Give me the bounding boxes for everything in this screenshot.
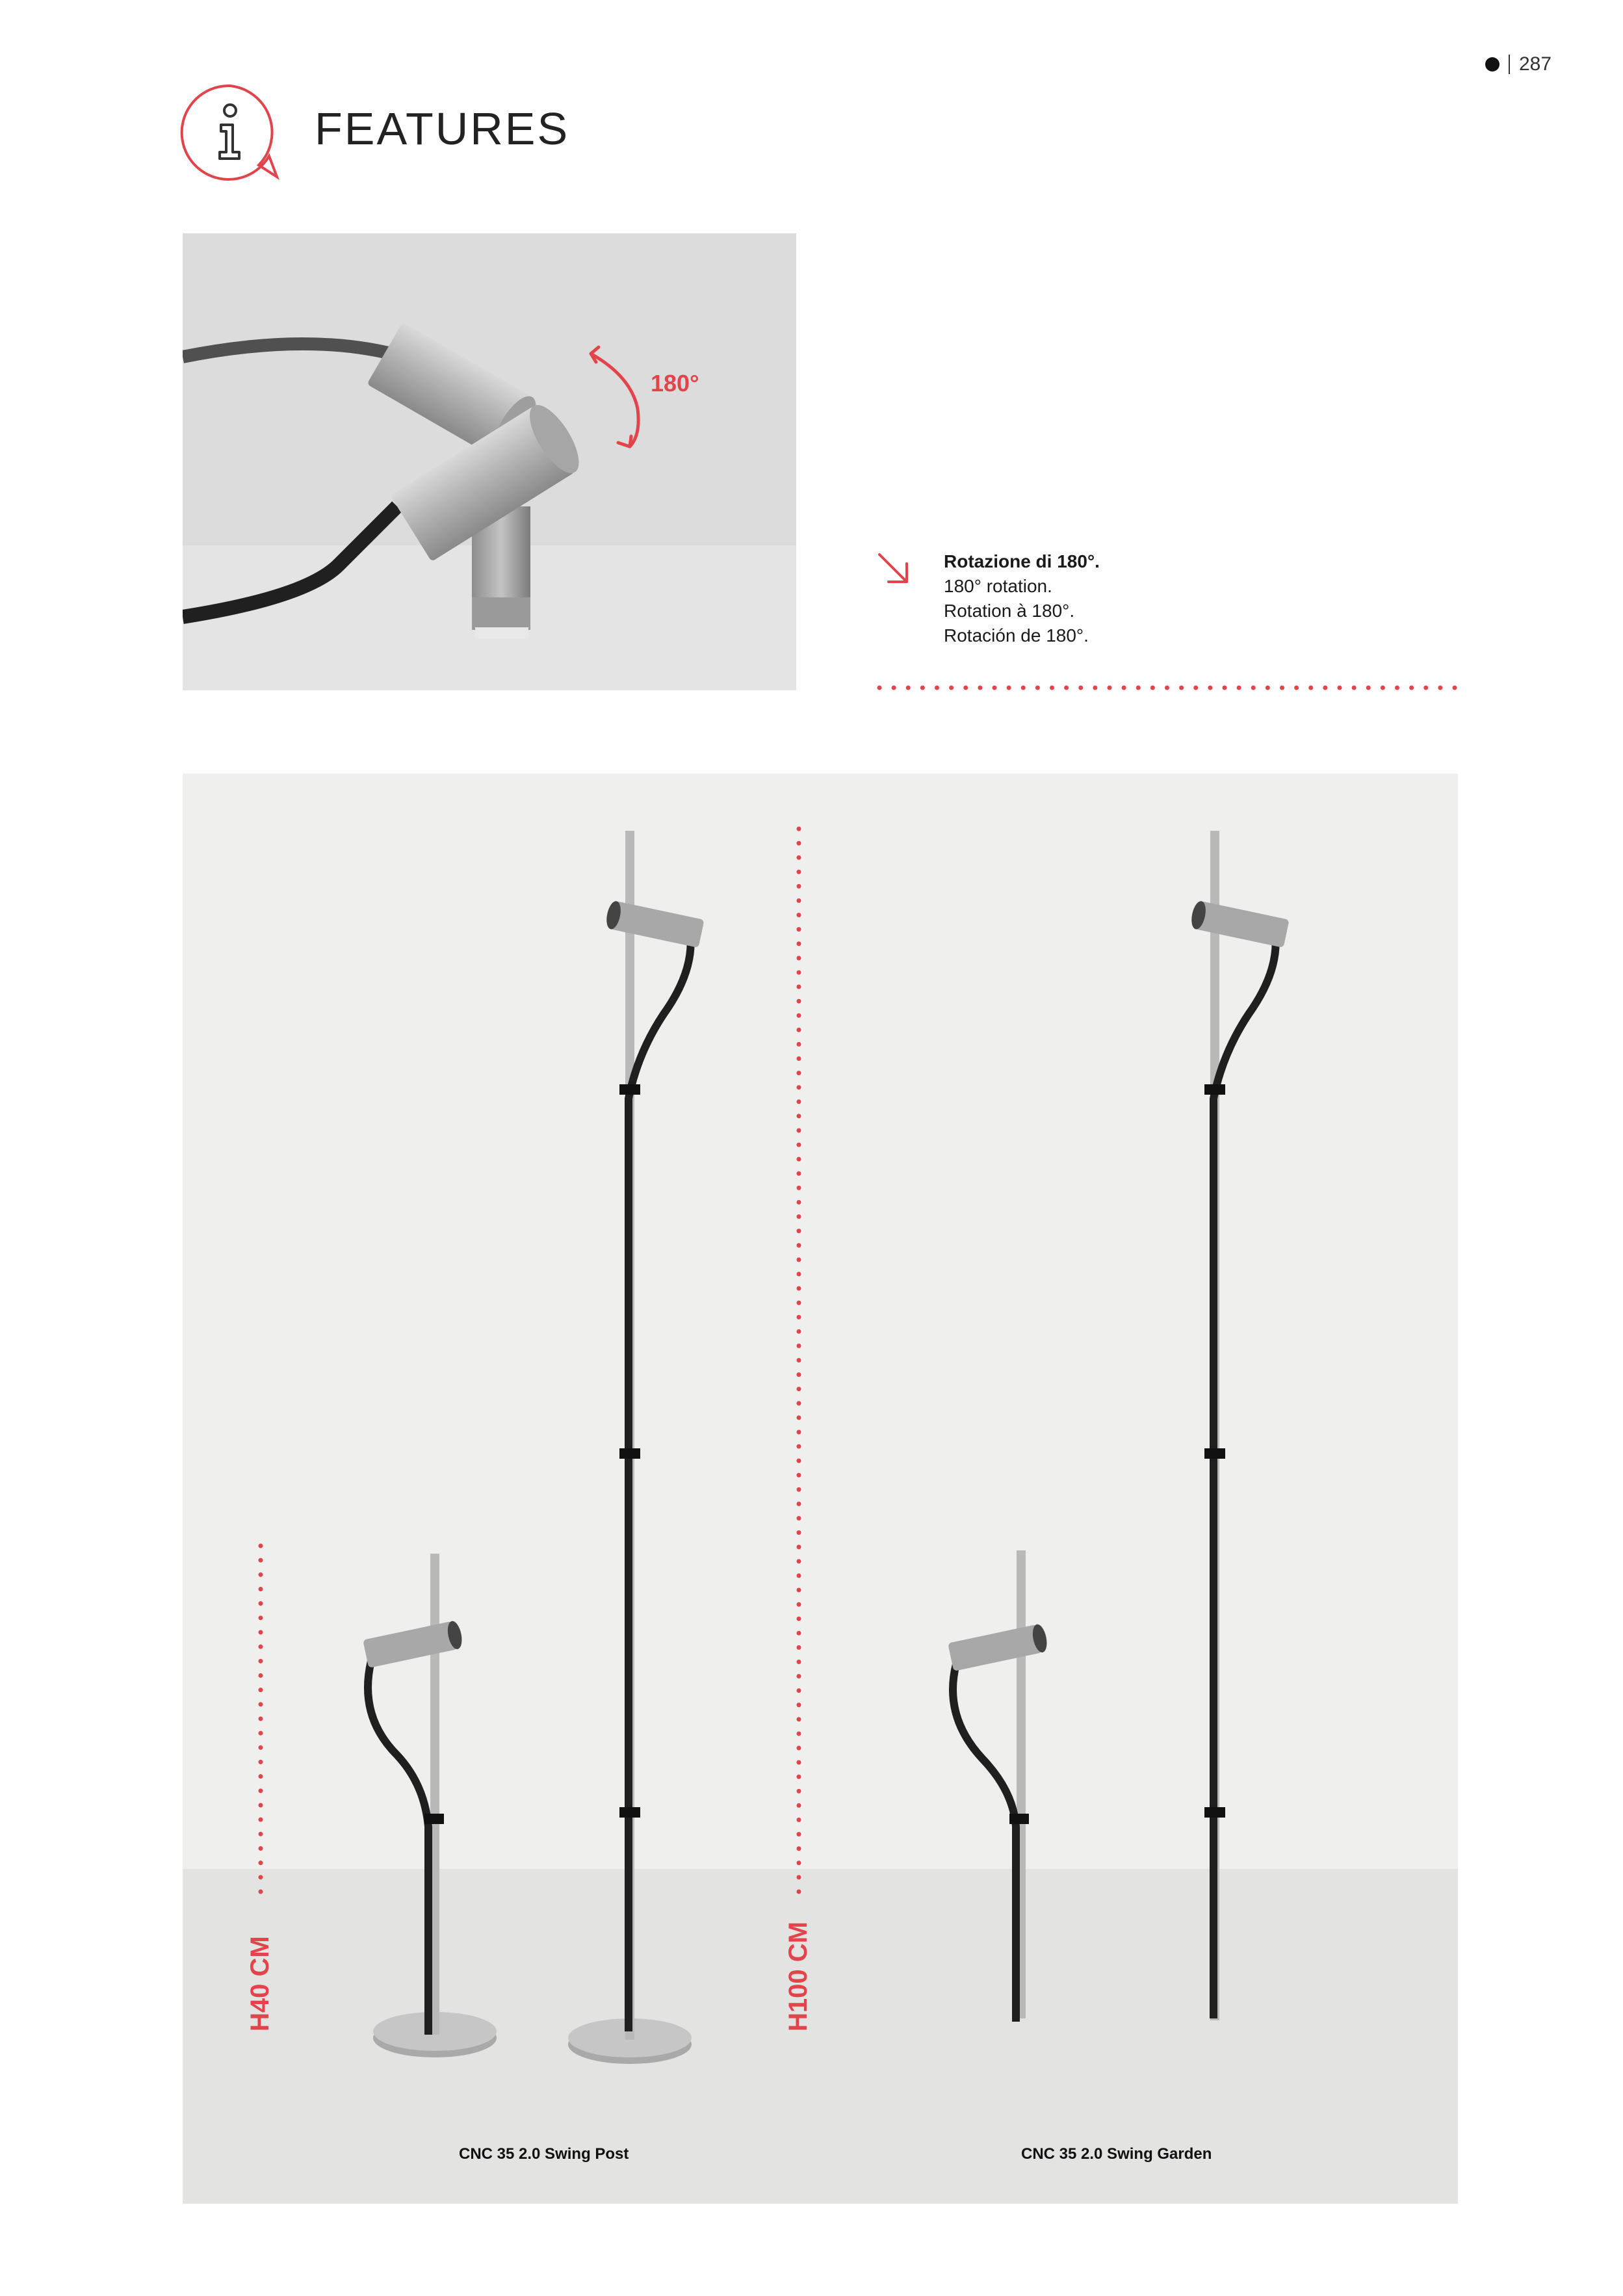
h100-dimension-dot: [797, 1832, 801, 1836]
h40-dimension-dot: [259, 1832, 263, 1836]
caption-es: Rotación de 180°.: [944, 625, 1089, 646]
h100-dimension-dot: [797, 1530, 801, 1535]
h40-dimension-dot: [259, 1645, 263, 1649]
info-icon: [179, 82, 281, 183]
h40-dimension-dot: [259, 1630, 263, 1635]
h100-dimension-dot: [797, 1789, 801, 1794]
h40-dimension-dot: [259, 1615, 263, 1620]
h40-label: H40 CM: [246, 1936, 274, 2031]
product-label-swing-garden: CNC 35 2.0 Swing Garden: [1021, 2145, 1212, 2163]
h40-dimension-dot: [259, 1558, 263, 1563]
h40-dimension-dot: [259, 1860, 263, 1865]
h100-dimension-dot: [797, 985, 801, 989]
divider-dot: [892, 686, 896, 690]
h40-dimension-dot: [259, 1745, 263, 1750]
divider-dot: [978, 686, 982, 690]
divider-dot: [1366, 686, 1371, 690]
h100-dimension-dot: [797, 1344, 801, 1348]
h100-dimension-dot: [797, 1444, 801, 1449]
divider-dot: [1266, 686, 1270, 690]
h100-dimension-dot: [797, 1042, 801, 1047]
h100-dimension-dot: [797, 1516, 801, 1520]
h100-dimension-dot: [797, 1358, 801, 1363]
h100-label: H100 CM: [784, 1922, 812, 2031]
divider-dot: [1108, 686, 1112, 690]
h100-dimension-dot: [797, 1588, 801, 1593]
h100-dimension-dot: [797, 1645, 801, 1650]
h40-dimension-dot: [259, 1731, 263, 1736]
divider-dot: [1338, 686, 1342, 690]
h100-dimension-dot: [797, 1731, 801, 1736]
h100-dimension-dot: [797, 884, 801, 889]
h100-dimension-dot: [797, 1617, 801, 1621]
h100-dimension-dot: [797, 1717, 801, 1721]
divider-dot: [1381, 686, 1385, 690]
product-comparison-photo: [183, 774, 1458, 2204]
h100-dimension-dot: [797, 1387, 801, 1391]
h100-dimension-dot: [797, 1128, 801, 1132]
divider-dot: [1223, 686, 1227, 690]
h100-dimension-dot: [797, 1502, 801, 1506]
divider-dot: [1453, 686, 1457, 690]
divider-dot: [1179, 686, 1184, 690]
divider-dot: [949, 686, 954, 690]
h100-dimension-line: [797, 827, 801, 1894]
h40-dimension-dot: [259, 1587, 263, 1591]
h100-dimension-dot: [797, 1085, 801, 1089]
h100-dimension-dot: [797, 1803, 801, 1808]
divider-dot: [1035, 686, 1040, 690]
h100-dimension-dot: [797, 1315, 801, 1320]
divider-dot: [1395, 686, 1399, 690]
h100-dimension-dot: [797, 1429, 801, 1434]
h100-dimension-dot: [797, 1459, 801, 1463]
divider-dot: [993, 686, 997, 690]
h100-dimension-dot: [797, 898, 801, 903]
h100-dimension-dot: [797, 870, 801, 874]
h100-dimension-dot: [797, 1415, 801, 1420]
h40-dimension-dot: [259, 1818, 263, 1822]
h40-dimension-dot: [259, 1846, 263, 1851]
page-title: FEATURES: [315, 103, 570, 154]
h100-dimension-dot: [797, 913, 801, 917]
divider-dot: [1007, 686, 1011, 690]
h40-dimension-dot: [259, 1788, 263, 1793]
h100-dimension-dot: [797, 1372, 801, 1377]
product-label-swing-post: CNC 35 2.0 Swing Post: [459, 2145, 629, 2163]
divider-dot: [1136, 686, 1141, 690]
h40-dimension-dot: [259, 1875, 263, 1879]
h100-dimension-dot: [797, 1573, 801, 1578]
h100-dimension-dot: [797, 956, 801, 960]
h100-dimension-dot: [797, 1559, 801, 1563]
rotation-badge: 180°: [651, 370, 699, 397]
h100-dimension-dot: [797, 1775, 801, 1779]
h100-dimension-dot: [797, 1660, 801, 1664]
divider-dot: [1050, 686, 1054, 690]
divider-dot: [1280, 686, 1284, 690]
h100-dimension-dot: [797, 1890, 801, 1894]
h100-dimension-dot: [797, 970, 801, 974]
h100-dimension-dot: [797, 855, 801, 860]
divider-dot: [1438, 686, 1442, 690]
divider-dot: [1064, 686, 1069, 690]
divider-dot: [920, 686, 925, 690]
h100-dimension-dot: [797, 1818, 801, 1822]
h40-dimension-dot: [259, 1717, 263, 1721]
h100-dimension-dot: [797, 1186, 801, 1190]
h100-dimension-dot: [797, 1674, 801, 1678]
h100-dimension-dot: [797, 1545, 801, 1549]
divider-dot: [1409, 686, 1414, 690]
h100-dimension-dot: [797, 1746, 801, 1751]
h40-dimension-dot: [259, 1673, 263, 1678]
h100-dimension-dot: [797, 1071, 801, 1075]
h40-dimension-dot: [259, 1659, 263, 1663]
divider-dot: [1093, 686, 1097, 690]
divider-dot: [1237, 686, 1241, 690]
h40-dimension-dot: [259, 1601, 263, 1606]
divider-dot: [1078, 686, 1083, 690]
h100-dimension-dot: [797, 1487, 801, 1492]
h40-dimension-dot: [259, 1688, 263, 1692]
rotation-caption: [944, 549, 1100, 648]
h100-dimension-dot: [797, 1473, 801, 1478]
divider-dot: [1251, 686, 1256, 690]
h100-dimension-dot: [797, 1214, 801, 1219]
h100-dimension-dot: [797, 1631, 801, 1636]
divider-dot: [1423, 686, 1428, 690]
divider-dot: [1122, 686, 1126, 690]
h100-dimension-dot: [797, 1702, 801, 1707]
h100-dimension-dot: [797, 841, 801, 846]
h100-dimension-dot: [797, 1760, 801, 1765]
h100-dimension-dot: [797, 1099, 801, 1104]
bullet-icon: [1485, 57, 1500, 72]
h100-dimension-dot: [797, 1200, 801, 1205]
h100-dimension-dot: [797, 1229, 801, 1233]
h100-dimension-dot: [797, 1013, 801, 1018]
arrow-down-right-icon: [874, 549, 913, 588]
divider-dot: [1323, 686, 1327, 690]
divider-dot: [963, 686, 968, 690]
divider-dot: [877, 686, 882, 690]
caption-it: Rotazione di 180°.: [944, 551, 1100, 571]
page-number-text: 287: [1519, 53, 1552, 75]
h100-dimension-dot: [797, 1114, 801, 1118]
page-number: [1485, 53, 1552, 75]
h100-dimension-dot: [797, 1846, 801, 1851]
h100-dimension-dot: [797, 1171, 801, 1176]
divider-dot: [1193, 686, 1198, 690]
divider-dot: [1021, 686, 1026, 690]
h40-dimension-dot: [259, 1702, 263, 1706]
h100-dimension-dot: [797, 1301, 801, 1305]
h100-dimension-dot: [797, 1056, 801, 1061]
divider-dot: [1308, 686, 1313, 690]
divider-dot: [935, 686, 939, 690]
h100-dimension-dot: [797, 1028, 801, 1032]
h100-dimension-dot: [797, 1860, 801, 1865]
h40-dimension-dot: [259, 1572, 263, 1577]
h100-dimension-dot: [797, 1688, 801, 1693]
h100-dimension-dot: [797, 941, 801, 946]
h100-dimension-dot: [797, 1157, 801, 1162]
h100-dimension-dot: [797, 999, 801, 1004]
h100-dimension-dot: [797, 1143, 801, 1147]
h40-dimension-dot: [259, 1774, 263, 1779]
h100-dimension-dot: [797, 1875, 801, 1879]
h100-dimension-dot: [797, 827, 801, 831]
caption-fr: Rotation à 180°.: [944, 601, 1075, 621]
divider-dot: [906, 686, 911, 690]
h100-dimension-dot: [797, 1243, 801, 1247]
divider: [1509, 55, 1510, 74]
h40-dimension-dot: [259, 1544, 263, 1548]
h100-dimension-dot: [797, 1329, 801, 1334]
h100-dimension-dot: [797, 1257, 801, 1262]
h40-dimension-dot: [259, 1803, 263, 1808]
rotation-photo: [183, 233, 796, 690]
h100-dimension-dot: [797, 1286, 801, 1291]
h40-dimension-dot: [259, 1890, 263, 1894]
caption-en: 180° rotation.: [944, 576, 1052, 596]
h40-dimension-dot: [259, 1760, 263, 1764]
h100-dimension-dot: [797, 1401, 801, 1405]
h100-dimension-dot: [797, 1602, 801, 1607]
divider-dot: [1294, 686, 1299, 690]
dotted-divider: [876, 685, 1458, 691]
divider-dot: [1352, 686, 1357, 690]
h100-dimension-dot: [797, 927, 801, 932]
h100-dimension-dot: [797, 1272, 801, 1276]
divider-dot: [1150, 686, 1155, 690]
divider-dot: [1165, 686, 1169, 690]
divider-dot: [1208, 686, 1212, 690]
